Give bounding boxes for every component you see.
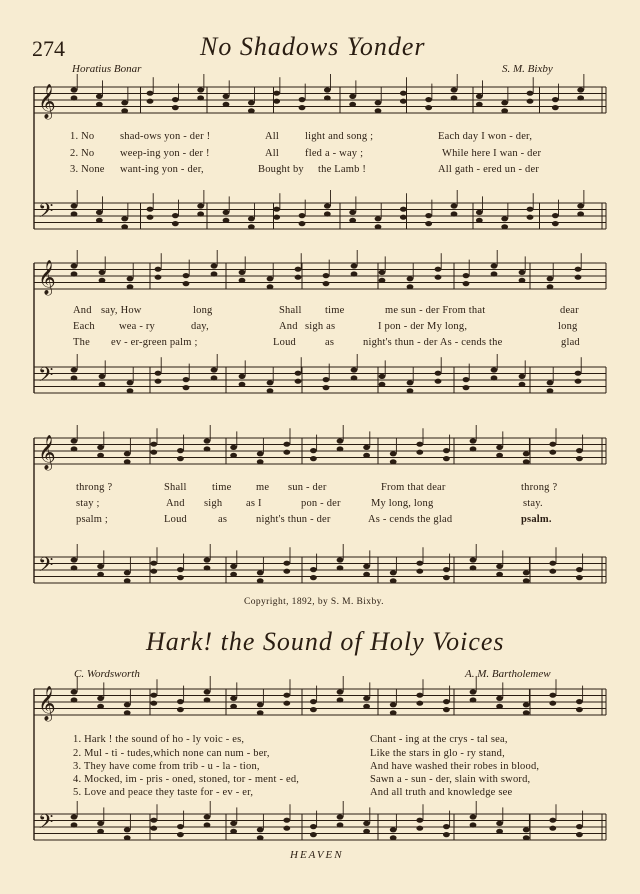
hymn2-verse2-a: 2. Mul - ti - tudes,which none can num - ber, [73, 748, 270, 759]
svg-text:𝄞: 𝄞 [38, 84, 56, 119]
hymn2-verse3-a: 3. They have come from trib - u - la - tion, [73, 761, 260, 772]
hymn2-verse4-a: 4. Mocked, im - pris - oned, stoned, tor - ment - ed, [73, 774, 300, 785]
svg-text:𝄢: 𝄢 [38, 810, 54, 838]
composer-credit: S. M. Bixby [502, 63, 553, 75]
hymn2-verse1-b: Chant - ing at the crys - tal sea, [370, 734, 508, 745]
hymn2-verse5-b: And all truth and knowledge see [370, 787, 513, 798]
hymn2-verse1-a: 1. Hark ! the sound of ho - ly voic - es, [73, 734, 245, 745]
page-footer: HEAVEN [290, 849, 344, 861]
svg-text:𝄢: 𝄢 [38, 363, 54, 391]
hymn2-verse5-a: 5. Love and peace they taste for - ev - er, [73, 787, 254, 798]
hymn2-lyricist: C. Wordsworth [74, 668, 140, 680]
svg-text:𝄞: 𝄞 [38, 686, 56, 721]
hymn2-composer: A. M. Bartholemew [465, 668, 551, 680]
hymn2-verse3-b: And have washed their robes in blood, [370, 761, 540, 772]
hymn2-verse2-b: Like the stars in glo - ry stand, [370, 748, 505, 759]
page-number: 274 [32, 36, 65, 61]
lyricist-credit: Horatius Bonar [72, 63, 142, 75]
svg-text:𝄢: 𝄢 [38, 199, 54, 227]
svg-text:𝄞: 𝄞 [38, 260, 56, 295]
svg-text:𝄢: 𝄢 [38, 553, 54, 581]
hymn-title: No Shadows Yonder [200, 32, 426, 61]
svg-text:𝄞: 𝄞 [38, 435, 56, 470]
hymn2-verse4-b: Sawn a - sun - der, slain with sword, [370, 774, 531, 785]
hymn2-title: Hark! the Sound of Holy Voices [146, 627, 505, 656]
copyright-notice: Copyright, 1892, by S. M. Bixby. [244, 597, 384, 607]
